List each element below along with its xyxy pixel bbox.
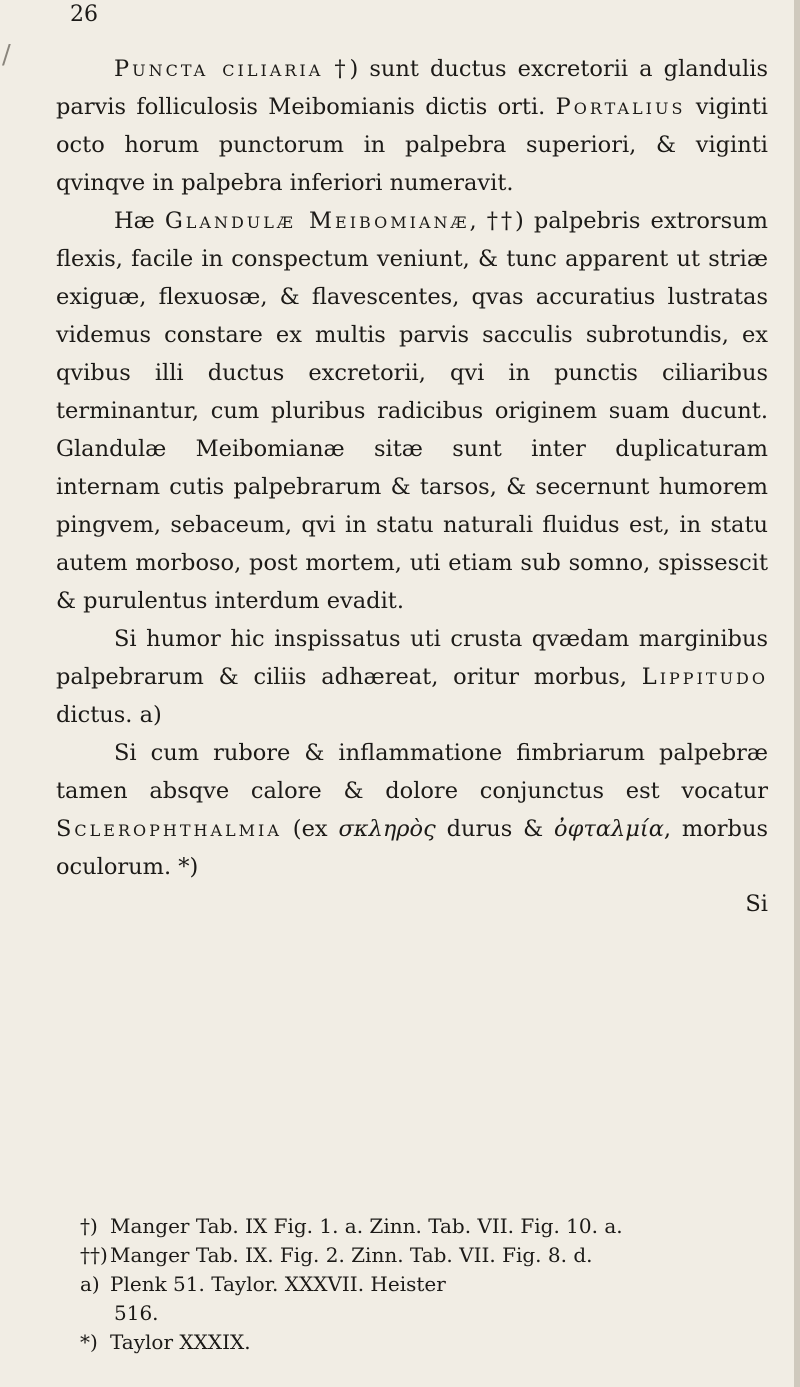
text-run: (ex (281, 816, 339, 842)
margin-mark: / (2, 40, 11, 70)
footnote (80, 1328, 770, 1357)
footnote-text: Taylor XXXIX. (110, 1330, 251, 1354)
paragraph (56, 50, 768, 202)
greek-term: σκληρὸς (338, 816, 436, 842)
footnote (80, 1212, 770, 1241)
text-run: durus & (435, 816, 555, 842)
footnote-text: 516. (114, 1301, 159, 1325)
footnote-text: Manger Tab. IX Fig. 1. a. Zinn. Tab. VII. Fig. 10. a. (110, 1214, 623, 1238)
text-run: †) sunt ductus excretorii a glandulis parvis folliculosis Meibomianis dictis orti. (56, 56, 768, 120)
greek-term: ὀφταλμία (554, 816, 664, 842)
footnote (80, 1299, 770, 1328)
paragraph (56, 620, 768, 734)
footnote (80, 1270, 770, 1299)
small-caps-term: Portalius (555, 94, 686, 120)
footnote-text: Plenk 51. Taylor. XXXVII. Heister (110, 1272, 446, 1296)
text-run: dictus. a) (56, 702, 162, 728)
small-caps-term: Lippitudo (641, 664, 768, 690)
catchword: Si (745, 891, 768, 917)
text-run: , ††) palpebris extrorsum flexis, facile in conspectum veniunt, & tunc apparent ut striæ exiguæ, flexuosæ, & flavescentes, qvas accuratius lustratas videmus constare ex multis parvis sacculis subrotundis, ex qvibus illi ductus excretorii, qvi in punctis ciliaribus terminantur, cum pluribus radicibus originem suam ducunt. Glandulæ Meibomianæ sitæ sunt inter duplicaturam internam cutis palpebrarum & tarsos, & secernunt humorem pingvem, sebaceum, qvi in statu naturali fluidus est, in statu autem morboso, post mortem, uti etiam sub somno, spissescit & purulentus interdum evadit. (56, 208, 768, 614)
footnote-text: Manger Tab. IX. Fig. 2. Zinn. Tab. VII. Fig. 8. d. (110, 1243, 593, 1267)
footnote-mark: *) (80, 1330, 98, 1354)
small-caps-term: Puncta ciliaria (114, 56, 324, 82)
text-run: Si cum rubore & inflammatione fimbriarum palpebræ tamen absqve calore & dolore conjunctus est vocatur (56, 740, 768, 804)
body-text (56, 50, 768, 922)
text-run: viginti octo horum punctorum in palpebra superiori, & viginti qvinqve in palpebra inferiori numeravit. (56, 94, 768, 196)
footnote (80, 1241, 770, 1270)
small-caps-term: Sclerophthalmia (56, 816, 282, 842)
paragraph (56, 202, 768, 620)
text-run: Hæ (114, 208, 165, 234)
footnote-mark: ††) (80, 1243, 108, 1267)
paragraph (56, 734, 768, 886)
small-caps-term: Glandulæ Meibomianæ (164, 208, 470, 234)
text-run: Si humor hic inspissatus uti crusta qvædam marginibus palpebrarum & ciliis adhæreat, oritur morbus, (56, 626, 768, 690)
page-edge (794, 0, 800, 1387)
page-number: 26 (70, 2, 98, 27)
footnote-mark: a) (80, 1272, 100, 1296)
text-run: , morbus oculorum. *) (56, 816, 768, 880)
footnote-mark: †) (80, 1214, 98, 1238)
footnotes (80, 1212, 770, 1357)
